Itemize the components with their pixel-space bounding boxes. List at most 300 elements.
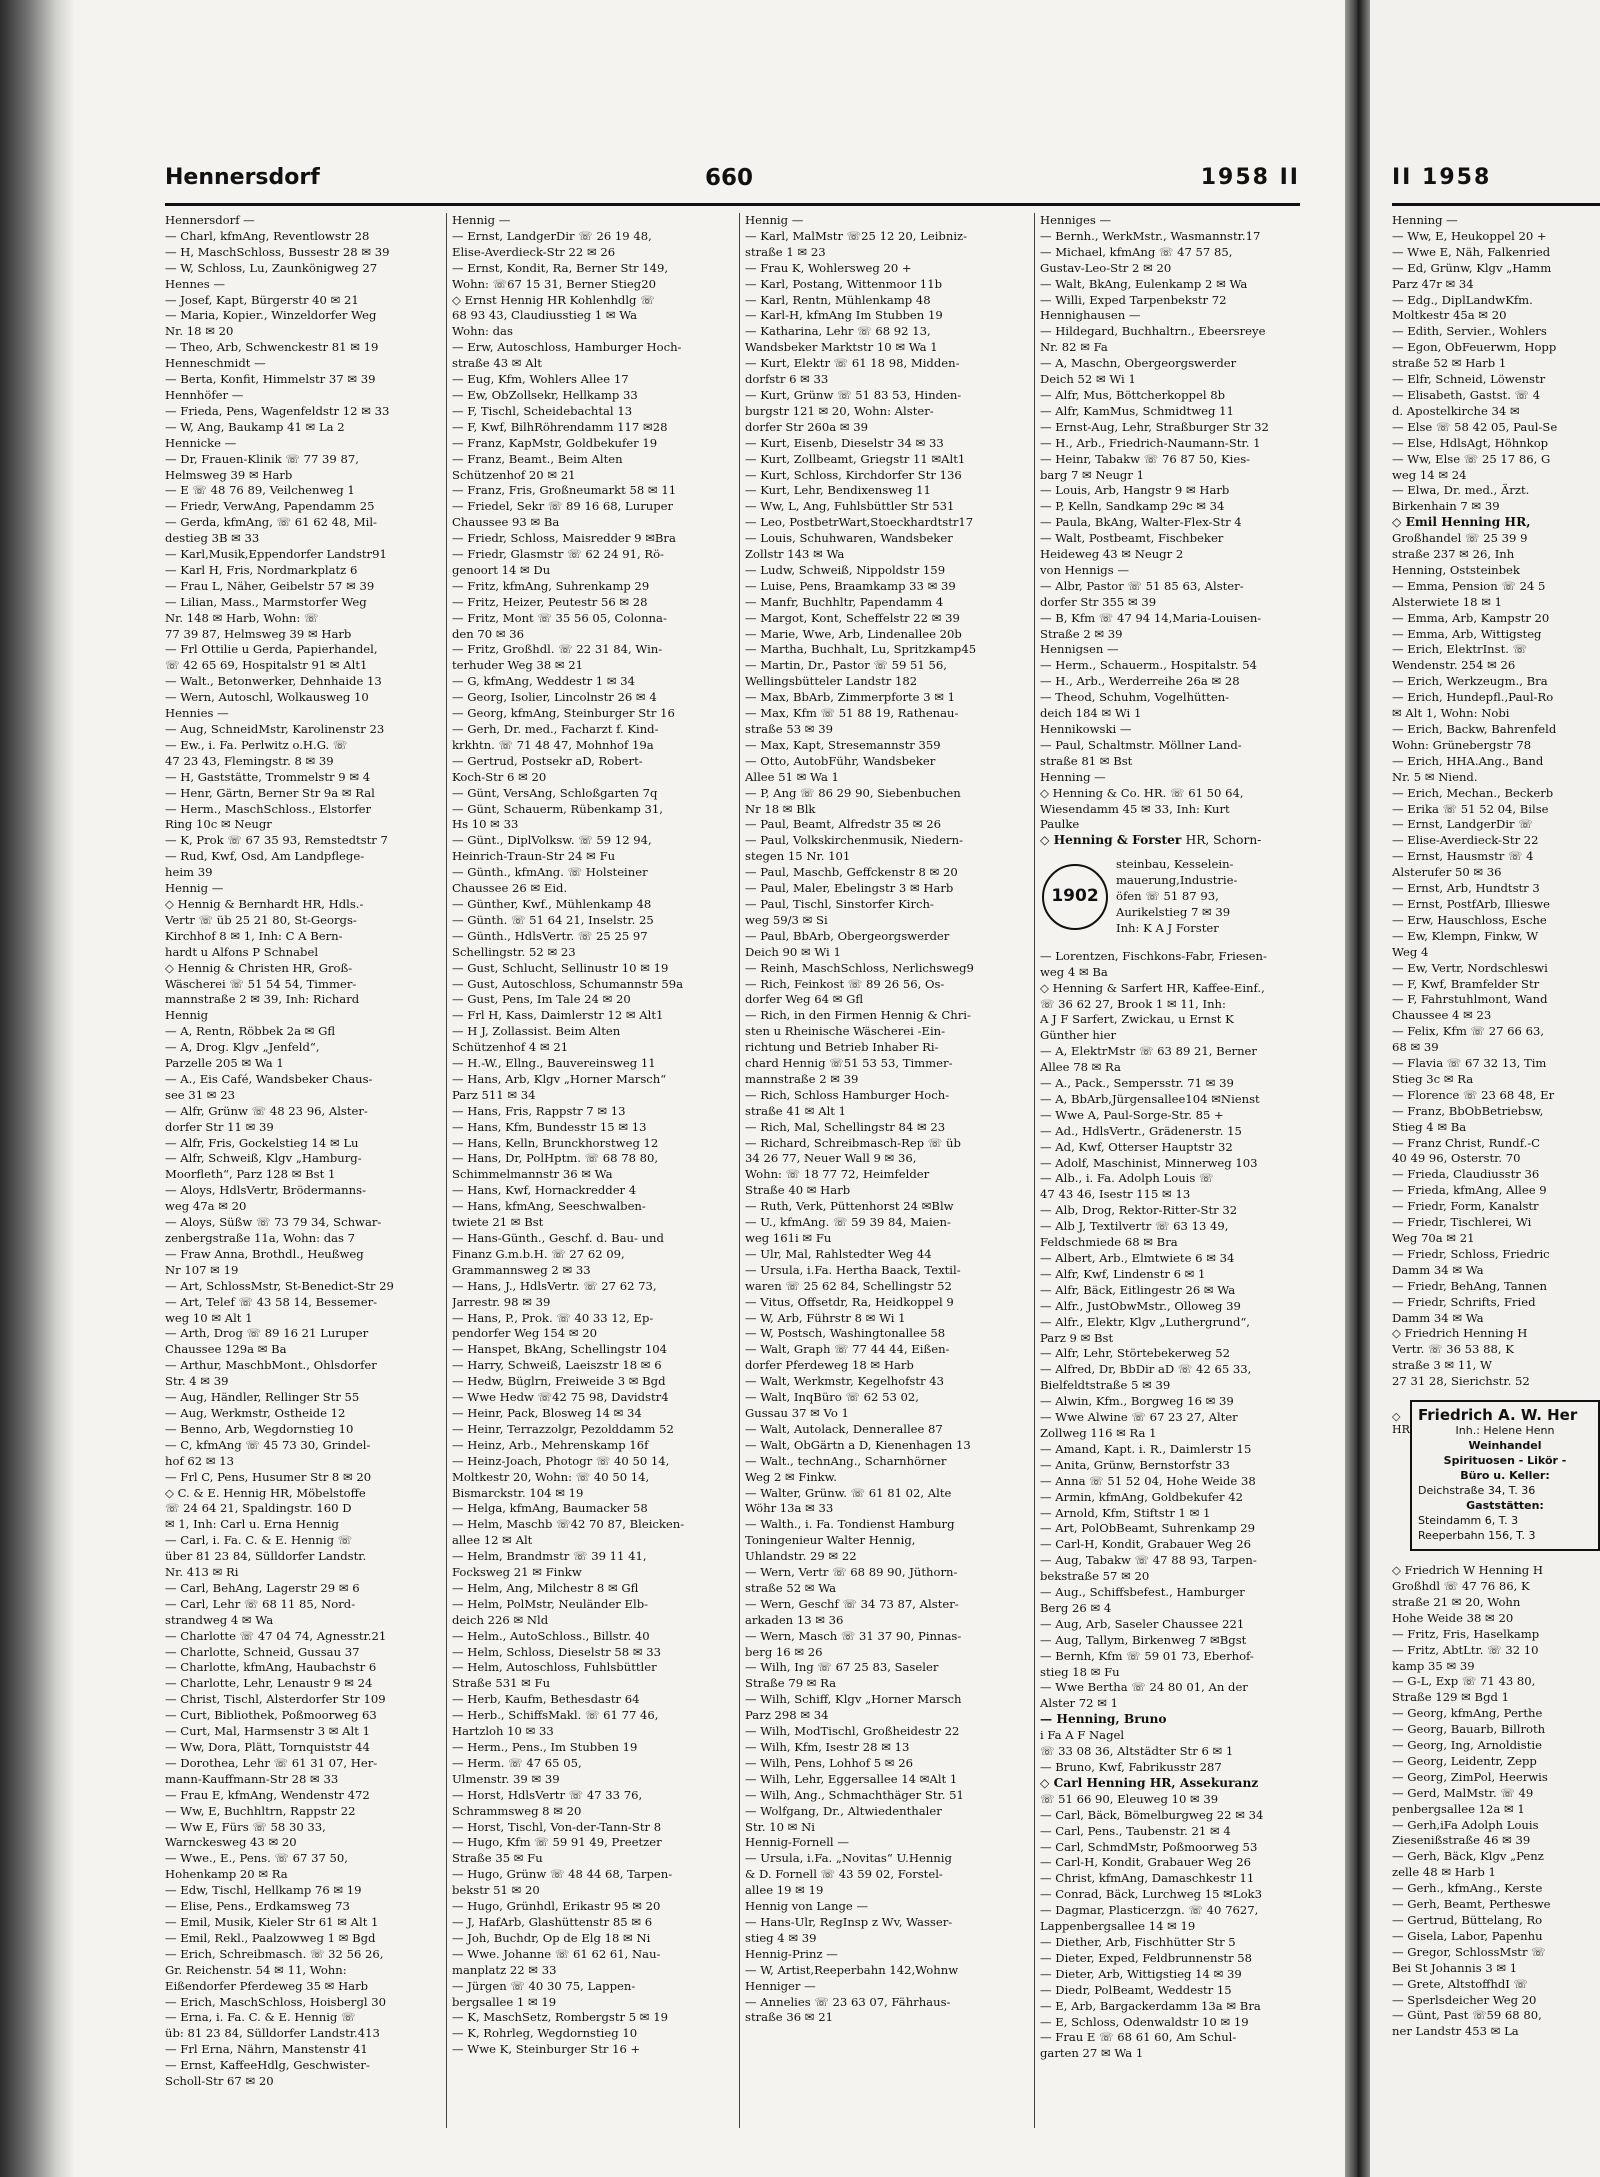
directory-entry: — Frau E, kfmAng, Wendenstr 472 [165,1787,370,1802]
directory-entry: — Aug, SchneidMstr, Karolinenstr 23 [165,722,385,736]
directory-entry: — Flavia ☏ 67 32 13, Tim [1392,1056,1547,1071]
advert-title: Friedrich A. W. Her [1418,1406,1578,1425]
directory-entry: — Erika ☏ 51 52 04, Bilse [1392,801,1549,816]
directory-entry: straße 21 ✉ 20, Wohn [1392,1594,1521,1609]
directory-entry: — Art, PolObBeamt, Suhrenkamp 29 [1040,1521,1256,1536]
directory-entry: Allee 51 ✉ Wa 1 [745,769,839,784]
directory-entry: — Helm., AutoSchloss., Billstr. 40 [452,1628,650,1643]
directory-entry: — Ad., HdlsVertr., Grädenerstr. 15 [1040,1123,1242,1138]
directory-entry: — Friedr, Schrifts, Fried [1392,1294,1536,1309]
directory-entry: — Wilh, Schiff, Klgv „Horner Marsch [745,1692,962,1707]
directory-entry: waren ☏ 25 62 84, Schellingstr 52 [745,1278,952,1293]
advert-line: Weinhandel [1468,1439,1542,1453]
directory-entry: Deich 52 ✉ Wi 1 [1040,372,1136,387]
directory-entry: — Erich, Backw, Bahrenfeld [1392,722,1557,736]
directory-entry: bekstraße 57 ✉ 20 [1040,1569,1150,1584]
directory-entry: straße 36 ✉ 21 [745,2010,833,2025]
directory-entry: — Walt, Autolack, Dennerallee 87 [745,1421,943,1436]
book-gutter [1345,0,1370,2177]
directory-entry: — Ww, Dora, Plätt, Tornquiststr 44 [165,1740,370,1754]
directory-entry: Nr. 18 ✉ 20 [165,324,234,339]
advert-marker: ◇ HR [1392,1410,1410,1437]
directory-entry: — H, Gaststätte, Trommelstr 9 ✉ 4 [165,769,371,784]
directory-entry: — Georg, ZimPol, Heerwis [1392,1769,1548,1784]
surname-heading: Hennighausen — [1040,308,1141,323]
directory-entry: hof 62 ✉ 13 [165,1453,235,1468]
directory-entry: — Amand, Kapt. i. R., Daimlerstr 15 [1040,1441,1252,1456]
directory-entry: — Walt, InqBüro ☏ 62 53 02, [745,1390,919,1405]
directory-entry: Alster 72 ✉ 1 [1040,1696,1118,1711]
directory-entry: — Joh, Buchdr, Op de Elg 18 ✉ Ni [452,1930,651,1945]
directory-entry: — Günt, VersAng, Schloßgarten 7q [452,785,658,800]
directory-entry: Ziesenißstraße 46 ✉ 39 [1392,1833,1531,1848]
directory-entry: — Fritz, Großhdl. ☏ 22 31 84, Win- [452,642,663,657]
directory-entry: — Ew., i. Fa. Perlwitz o.H.G. ☏ [165,737,348,752]
directory-entry: — Kurt, Eisenb, Dieselstr 34 ✉ 33 [745,435,944,450]
directory-entry: ☏ 24 64 21, Spaldingstr. 160 D [165,1501,352,1516]
directory-entry: — Wwe E, Näh, Falkenried [1392,244,1551,259]
directory-entry: dorfer Pferdeweg 18 ✉ Harb [745,1358,914,1373]
directory-entry: — Frau K, Wohlersweg 20 + [745,260,912,275]
directory-entry: — Gerh,iFa Adolph Louis [1392,1817,1539,1832]
directory-column-2 [452,213,733,2128]
directory-entry: straße 53 ✉ 39 [745,722,833,736]
directory-entry: zenbergstraße 11a, Wohn: das 7 [165,1231,356,1245]
directory-entry: — Ww, Else ☏ 25 17 86, G [1392,451,1551,466]
directory-entry: — Vitus, Offsetdr, Ra, Heidkoppel 9 [745,1294,954,1309]
directory-entry: — Ew, ObZollsekr, Hellkamp 33 [452,387,638,402]
directory-entry: mannstraße 2 ✉ 39, Inh: Richard [165,992,360,1007]
column-4-bottom [1040,949,1320,2062]
directory-entry: — Wern, Masch ☏ 31 37 90, Pinnas- [745,1628,962,1643]
directory-entry: — Anna ☏ 51 52 04, Hohe Weide 38 [1040,1473,1256,1488]
directory-entry: — Ww E, Fürs ☏ 58 30 33, [165,1819,326,1834]
directory-entry: Straße 129 ✉ Bgd 1 [1392,1690,1509,1705]
directory-entry: — Hans, Kelln, Brunckhorstweg 12 [452,1135,659,1150]
directory-entry: Wiesendamm 45 ✉ 33, Inh: Kurt [1040,801,1230,816]
directory-entry: — Alfr, Grünw ☏ 48 23 96, Alster- [165,1103,368,1118]
directory-entry: dorfer Weg 64 ✉ Gfl [745,992,864,1007]
directory-entry: burgstr 121 ✉ 20, Wohn: Alster- [745,403,934,418]
column-divider [1034,213,1035,2128]
directory-entry: ☏ 42 65 69, Hospitalstr 91 ✉ Alt1 [165,658,368,673]
directory-entry: — Gertrud, Büttelang, Ro [1392,1913,1543,1927]
directory-entry: — Willi, Exped Tarpenbekstr 72 [1040,292,1227,307]
directory-entry: — Gust, Pens, Im Tale 24 ✉ 20 [452,992,631,1007]
directory-entry: — Harry, Schweiß, Laeiszstr 18 ✉ 6 [452,1358,662,1373]
directory-entry: arkaden 13 ✉ 36 [745,1612,844,1627]
directory-entry: — Else, HdlsAgt, Höhnkop [1392,435,1549,450]
directory-entry: ◇ Friedrich Henning H [1392,1326,1528,1341]
directory-entry: — Curt, Bibliothek, Poßmoorweg 63 [165,1708,377,1723]
directory-entry: — Frl Erna, Nährn, Manstenstr 41 [165,2042,368,2057]
directory-entry: — Max, Kapt, Stresemannstr 359 [745,737,941,752]
directory-entry: Hohe Weide 38 ✉ 20 [1392,1610,1514,1625]
directory-entry: Günther hier [1040,1028,1116,1043]
directory-entry: Gussau 37 ✉ Vo 1 [745,1405,849,1420]
directory-entry: — H.-W., Ellng., Bauvereinsweg 11 [452,1056,656,1071]
directory-entry: chard Hennig ☏51 53 53, Timmer- [745,1056,953,1071]
directory-entry: Wäscherei ☏ 51 54 54, Timmer- [165,976,357,991]
directory-entry: straße 1 ✉ 23 [745,244,826,259]
directory-entry: — Dieter, Exped, Feldbrunnenstr 58 [1040,1950,1253,1965]
directory-entry: straße 41 ✉ Alt 1 [745,1103,846,1118]
directory-entry: — Gust, Autoschloss, Schumannstr 59a [452,976,684,991]
directory-entry: — Helm, Ang, Milchestr 8 ✉ Gfl [452,1580,639,1595]
directory-entry: — Frl C, Pens, Husumer Str 8 ✉ 20 [165,1469,372,1484]
directory-entry: — Aug, Händler, Rellinger Str 55 [165,1390,360,1405]
directory-entry: Chaussee 4 ✉ 23 [1392,1008,1492,1023]
directory-entry: — Edg., DiplLandwKfm. [1392,292,1533,307]
directory-entry: Schrammsweg 8 ✉ 20 [452,1803,582,1818]
directory-entry: — Aug, Tabakw ☏ 47 88 93, Tarpen- [1040,1553,1257,1568]
directory-entry: — Walt, Graph ☏ 77 44 44, Eißen- [745,1342,950,1357]
directory-entry: — Heinr, Tabakw ☏ 76 87 50, Kies- [1040,451,1251,466]
directory-entry: Moorfleth“, Parz 128 ✉ Bst 1 [165,1167,336,1182]
directory-entry: — Richard, Schreibmasch-Rep ☏ üb [745,1135,961,1150]
directory-entry: — Bernh., WerkMstr., Wasmannstr.17 [1040,228,1261,243]
directory-entry: — Herb., SchiffsMakl. ☏ 61 77 46, [452,1708,659,1723]
directory-entry: — Kurt, Schloss, Kirchdorfer Str 136 [745,467,962,482]
directory-entry: — Marie, Wwe, Arb, Lindenallee 20b [745,626,962,641]
surname-heading: Henniges — [1040,213,1112,227]
directory-entry: — Gerd, MalMstr. ☏ 49 [1392,1785,1534,1800]
directory-entry: — Georg, Bauarb, Billroth [1392,1722,1546,1737]
directory-entry: Allee 78 ✉ Ra [1040,1060,1121,1075]
directory-entry: Parz 9 ✉ Bst [1040,1330,1114,1345]
directory-entry: — Eug, Kfm, Wohlers Allee 17 [452,372,629,387]
directory-entry: — Martha, Buchhalt, Lu, Spritzkamp45 [745,642,977,657]
directory-entry: — Alfr, Kwf, Lindenstr 6 ✉ 1 [1040,1266,1206,1281]
directory-entry: — Paul, Maschb, Geffckenstr 8 ✉ 20 [745,865,958,880]
directory-entry: weg 10 ✉ Alt 1 [165,1310,253,1325]
directory-entry: — Wwe Alwine ☏ 67 23 27, Alter [1040,1410,1238,1425]
directory-entry: — Hanspet, BkAng, Schellingstr 104 [452,1342,667,1357]
directory-entry: — Paul, Beamt, Alfredstr 35 ✉ 26 [745,817,941,832]
directory-entry: — Alfr, Mus, Böttcherkoppel 8b [1040,387,1226,402]
directory-entry: Henning, Oststeinbek [1392,562,1520,577]
directory-entry: Gustav-Leo-Str 2 ✉ 20 [1040,260,1172,275]
directory-entry: Paulke [1040,817,1080,832]
directory-entry: — H., Arb., Friedrich-Naumann-Str. 1 [1040,435,1261,450]
directory-entry: — Wwe Bertha ☏ 24 80 01, An der [1040,1680,1248,1695]
directory-entry: — Georg, Isolier, Lincolnstr 26 ✉ 4 [452,690,657,705]
directory-entry: — Heinr, Terrazzolgr, Pezolddamm 52 [452,1421,674,1436]
directory-entry: — Emma, Arb, Kampstr 20 [1392,610,1550,625]
advert-friedrich-wrap [1392,1400,1600,1551]
page-number: 660 [705,165,754,191]
directory-entry: — A, ElektrMstr ☏ 63 89 21, Berner [1040,1044,1257,1059]
right-header-rule [1392,203,1600,206]
directory-entry: über 81 23 84, Sülldorfer Landstr. [165,1549,367,1564]
directory-entry: — Alfr, KamMus, Schmidtweg 11 [1040,403,1234,418]
directory-entry: — Gerh, Dr. med., Facharzt f. Kind- [452,722,659,736]
directory-entry: — Walt., Betonwerker, Dehnhaide 13 [165,674,382,689]
directory-entry: Elise-Averdieck-Str 22 ✉ 26 [452,244,616,259]
directory-entry: — Charlotte, Lehr, Lenaustr 9 ✉ 24 [165,1676,373,1691]
surname-heading: Hennig-Prinz — [745,1946,838,1961]
directory-entry: Damm 34 ✉ Wa [1392,1262,1484,1277]
directory-entry: — Franz Christ, Rundf.-C [1392,1135,1541,1150]
directory-entry: Vertr. ☏ 36 53 88, K [1392,1342,1514,1357]
directory-entry: — Hedw, Büglrn, Freiweide 3 ✉ Bgd [452,1374,666,1389]
directory-entry: & D. Fornell ☏ 43 59 02, Forstel- [745,1867,943,1882]
directory-entry: — Wwe K, Steinburger Str 16 + [452,2042,641,2057]
directory-entry: Ulmenstr. 39 ✉ 39 [452,1771,560,1786]
directory-entry: Wohn: das [452,324,513,339]
directory-entry: — Erich, MaschSchloss, Hoisbergl 30 [165,1994,387,2009]
advert-line: Aurikelstieg 7 ✉ 39 [1116,904,1231,919]
directory-entry: — P, Ang ☏ 86 29 90, Siebenbuchen [745,785,961,800]
directory-entry: — Max, BbArb, Zimmerpforte 3 ✉ 1 [745,690,956,705]
directory-entry: 77 39 87, Helmsweg 39 ✉ Harb [165,626,352,641]
column-4-top [1040,213,1320,833]
directory-entry: ◇ C. & E. Hennig HR, Möbelstoffe [165,1485,366,1500]
directory-entry: dorfer Str 11 ✉ 39 [165,1119,274,1134]
directory-entry: — Herb, Kaufm, Bethesdastr 64 [452,1692,640,1707]
directory-entry: — Emil, Musik, Kieler Str 61 ✉ Alt 1 [165,1914,379,1929]
directory-entry: heim 39 [165,865,213,880]
directory-entry: — Erich, Hundepfl.,Paul-Ro [1392,690,1554,705]
directory-entry: — G-L, Exp ☏ 71 43 80, [1392,1674,1536,1689]
directory-entry: — Erich, Schreibmasch. ☏ 32 56 26, [165,1946,384,1961]
directory-entry: — Friedr, Schloss, Maisredder 9 ✉Bra [452,531,676,546]
directory-entry: Chaussee 129a ✉ Ba [165,1342,287,1357]
directory-entry: — Erich, Werkzeugm., Bra [1392,674,1548,689]
directory-entry: weg 59/3 ✉ Si [745,912,828,927]
directory-entry: barg 7 ✉ Neugr 1 [1040,467,1144,482]
directory-entry: — Katharina, Lehr ☏ 68 92 13, [745,324,931,339]
directory-entry: — Wilh, Ang., Schmachthäger Str. 51 [745,1787,964,1802]
advert-line: Steindamm 6, T. 3 [1418,1514,1519,1528]
surname-heading: Hennig-Fornell — [745,1835,849,1850]
directory-entry: — Margot, Kont, Scheffelstr 22 ✉ 39 [745,610,960,625]
advert-line: Deichstraße 34, T. 36 [1418,1484,1536,1498]
directory-entry: Helmsweg 39 ✉ Harb [165,467,293,482]
directory-entry: — Louis, Schuhwaren, Wandsbeker [745,531,953,546]
directory-entry: — Rud, Kwf, Osd, Am Landpflege- [165,849,365,864]
directory-entry: — Günt., DiplVolksw. ☏ 59 12 94, [452,833,652,848]
directory-entry: — Fritz, Mont ☏ 35 56 05, Colonna- [452,610,667,625]
directory-entry: — Ursula, i.Fa. „Novitas“ U.Hennig [745,1851,952,1866]
directory-entry: — Louis, Arb, Hangstr 9 ✉ Harb [1040,483,1230,498]
directory-entry: — P, Kelln, Sandkamp 29c ✉ 34 [1040,499,1225,514]
directory-entry: — Florence ☏ 23 68 48, Er [1392,1087,1555,1102]
directory-entry: Wöhr 13a ✉ 33 [745,1501,834,1516]
directory-entry: — Friedr, Tischlerei, Wi [1392,1215,1532,1230]
surname-heading: Hennig von Lange — [745,1899,869,1914]
directory-entry: — Aug, Tallym, Birkenweg 7 ✉Bgst [1040,1632,1247,1647]
directory-entry: — F, Kwf, Bramfelder Str [1392,976,1540,991]
directory-entry: Wohn: Grünebergstr 78 [1392,737,1532,752]
directory-entry: — W, Postsch, Washingtonallee 58 [745,1326,946,1341]
directory-entry: Wellingsbütteler Landstr 182 [745,674,918,689]
directory-entry: — Ew, Vertr, Nordschleswi [1392,960,1548,975]
directory-entry: — F, Kwf, BilhRöhrendamm 117 ✉28 [452,419,668,434]
directory-entry: — Annelies ☏ 23 63 07, Fährhaus- [745,1994,951,2009]
directory-entry: — E, Schloss, Odenwaldstr 10 ✉ 19 [1040,2014,1249,2029]
directory-entry: 68 ✉ 39 [1392,1040,1439,1055]
directory-entry: — Alwin, Kfm., Borgweg 16 ✉ 39 [1040,1394,1234,1409]
directory-entry: — Friedr, VerwAng, Papendamm 25 [165,499,375,514]
directory-entry: — Adolf, Maschinist, Minnerweg 103 [1040,1155,1258,1170]
directory-entry: — Grete, AltstoffhdI ☏ [1392,1976,1529,1991]
directory-entry: — Erna, i. Fa. C. & E. Hennig ☏ [165,2010,356,2025]
directory-entry: — Franz, Beamt., Beim Alten [452,451,623,466]
directory-entry: — Manfr, Buchhltr, Papendamm 4 [745,594,944,609]
directory-entry: — Charlotte, Schneid, Gussau 37 [165,1644,360,1659]
directory-entry: — Alfr, Bäck, Eitlingestr 26 ✉ Wa [1040,1282,1236,1297]
directory-entry: — Lorentzen, Fischkons-Fabr, Friesen- [1040,948,1267,963]
directory-entry: — Diether, Arb, Fischhütter Str 5 [1040,1934,1236,1949]
directory-entry: Stieg 4 ✉ Ba [1392,1119,1467,1134]
directory-entry: Stieg 3c ✉ Ra [1392,1071,1474,1086]
directory-entry: — Ww, E, Heukoppel 20 + [1392,228,1547,243]
directory-entry: strandweg 4 ✉ Wa [165,1612,274,1627]
directory-entry: ☏ 51 66 90, Eleuweg 10 ✉ 39 [1040,1791,1219,1806]
directory-entry: — Hans, kfmAng, Seeschwalben- [452,1199,646,1214]
directory-entry: — Henr, Gärtn, Berner Str 9a ✉ Ral [165,785,375,800]
directory-entry: — Carl, Lehr ☏ 68 11 85, Nord- [165,1596,356,1611]
directory-entry: — W, Artist,Reeperbahn 142,Wohnw [745,1962,959,1977]
directory-entry: Heideweg 43 ✉ Neugr 2 [1040,547,1184,562]
directory-entry: — Rich, in den Firmen Hennig & Chri- [745,1008,971,1023]
directory-entry: bekstr 51 ✉ 20 [452,1883,540,1898]
directory-entry: — Herm., Schauerm., Hospitalstr. 54 [1040,658,1258,673]
directory-entry: — Georg, kfmAng, Steinburger Str 16 [452,706,675,721]
directory-entry: — Art, SchlossMstr, St-Benedict-Str 29 [165,1278,394,1293]
directory-entry: — Friedr, Form, Kanalstr [1392,1199,1539,1214]
advert-line: Büro u. Keller: [1460,1469,1550,1483]
directory-entry: — Ulr, Mal, Rahlstedter Weg 44 [745,1246,932,1261]
directory-entry: — Jürgen ☏ 40 30 75, Lappen- [452,1978,636,1993]
directory-entry: — Paul, Volkskirchenmusik, Niedern- [745,833,963,848]
right-column-top [1392,213,1600,1390]
directory-entry: ◇ Hennig & Christen HR, Groß- [165,960,353,975]
directory-entry: — Arth, Drog ☏ 89 16 21 Luruper [165,1326,369,1341]
directory-entry: — Gregor, SchlossMstr ☏ [1392,1944,1546,1959]
advert-line: steinbau, Kesselein- [1116,857,1234,872]
directory-entry: — Günt, Schauerm, Rübenkamp 31, [452,801,663,816]
directory-entry: — Ww, L, Ang, Fuhlsbüttler Str 531 [745,499,955,514]
directory-entry: d. Apostelkirche 34 ✉ [1392,403,1520,418]
directory-entry: — Edw, Tischl, Hellkamp 76 ✉ 19 [165,1883,362,1898]
directory-entry: — C, kfmAng ☏ 45 73 30, Grindel- [165,1437,371,1452]
directory-entry: — Paul, BbArb, Obergeorgswerder [745,928,950,943]
directory-entry: — Walt, BkAng, Eulenkamp 2 ✉ Wa [1040,276,1248,291]
directory-entry: — Carl, BehAng, Lagerstr 29 ✉ 6 [165,1580,360,1595]
directory-entry: weg 14 ✉ 24 [1392,467,1467,482]
directory-entry: — Gisela, Labor, Papenhu [1392,1928,1543,1943]
directory-entry: kamp 35 ✉ 39 [1392,1658,1475,1673]
directory-entry: Damm 34 ✉ Wa [1392,1310,1484,1325]
directory-entry: Parzelle 205 ✉ Wa 1 [165,1056,284,1071]
directory-entry: Bielfeldtstraße 5 ✉ 39 [1040,1378,1171,1393]
directory-entry: allee 12 ✉ Alt [452,1533,533,1548]
directory-entry: — Aug., Schiffsbefest., Hamburger [1040,1585,1245,1600]
directory-entry: — Kurt, Zollbeamt, Griegstr 11 ✉Alt1 [745,451,966,466]
directory-entry: — Ernst, Arb, Hundtstr 3 [1392,881,1540,896]
directory-entry: — U., kfmAng. ☏ 59 39 84, Maien- [745,1215,951,1230]
directory-entry: Schimmelmannstr 36 ✉ Wa [452,1167,613,1182]
directory-entry: — Alb, Drog, Rektor-Ritter-Str 32 [1040,1203,1238,1218]
directory-entry: Ring 10c ✉ Neugr [165,817,272,832]
directory-entry: berg 16 ✉ 26 [745,1644,823,1659]
directory-entry: — Elise, Pens., Erdkamsweg 73 [165,1899,350,1914]
directory-entry: — K, Rohrleg, Wegdornstieg 10 [452,2026,638,2041]
running-head-place: Hennersdorf [165,165,320,190]
directory-column-1 [165,213,440,2128]
directory-entry: — G, kfmAng, Weddestr 1 ✉ 34 [452,674,636,689]
directory-entry: — Ernst, PostfArb, Illieswe [1392,896,1550,911]
directory-entry: 40 49 96, Osterstr. 70 [1392,1151,1521,1166]
advert-line: Reeperbahn 156, T. 3 [1418,1529,1536,1543]
directory-entry: Parz 298 ✉ 34 [745,1708,829,1723]
directory-entry: — Günth., HdlsVertr. ☏ 25 25 97 [452,928,648,943]
directory-entry: — Wilh, Ing ☏ 67 25 83, Saseler [745,1660,939,1675]
directory-entry: — Helm, PolMstr, Neuländer Elb- [452,1596,649,1611]
directory-entry: straße 237 ✉ 26, Inh [1392,547,1515,562]
directory-entry: — Paul, Maler, Ebelingstr 3 ✉ Harb [745,881,954,896]
directory-entry: Moltkestr 20, Wohn: ☏ 40 50 14, [452,1469,650,1484]
directory-entry: — Georg, Ing, Arnoldistie [1392,1738,1542,1753]
surname-heading: Hennikowski — [1040,722,1132,736]
directory-entry: — Herm., Pens., Im Stubben 19 [452,1740,638,1754]
directory-column-3 [745,213,1028,2128]
running-head-year: 1958 II [1200,165,1300,190]
directory-entry: Eißendorfer Pferdeweg 35 ✉ Harb [165,1978,369,1993]
advert-forster-heading: ◇ Henning & Forster HR, Schorn- [1040,833,1262,848]
directory-entry: ☏ 36 62 27, Brook 1 ✉ 11, Inh: [1040,996,1226,1011]
directory-entry: — Wwe. Johanne ☏ 61 62 61, Nau- [452,1946,661,1961]
directory-entry: — Egon, ObFeuerwm, Hopp [1392,340,1557,355]
directory-entry: — Alfred, Dr, BbDir aD ☏ 42 65 33, [1040,1362,1252,1377]
directory-entry: — Hans, Fris, Rappstr 7 ✉ 13 [452,1103,626,1118]
advert-line: Inh: K A J Forster [1116,920,1219,935]
directory-entry: Hohenkamp 20 ✉ Ra [165,1867,288,1882]
directory-entry: üb: 81 23 84, Sülldorfer Landstr.413 [165,2026,380,2041]
directory-entry: — Theod, Schuhm, Vogelhütten- [1040,690,1230,705]
directory-entry: Vertr ☏ üb 25 21 80, St-Georgs- [165,912,357,927]
directory-entry: ◇ Friedrich W Henning H [1392,1563,1543,1578]
directory-entry: ◇ Hennig & Bernhardt HR, Hdls.- [165,896,364,911]
directory-entry: — Reinh, MaschSchloss, Nerlichsweg9 [745,960,974,975]
directory-entry: — Herm., MaschSchloss., Elstorfer [165,801,372,816]
directory-entry: — Josef, Kapt, Bürgerstr 40 ✉ 21 [165,292,359,307]
directory-entry: deich 184 ✉ Wi 1 [1040,706,1142,721]
directory-entry: Nr. 148 ✉ Harb, Wohn: ☏ [165,610,319,625]
directory-entry: — Else ☏ 58 42 05, Paul-Se [1392,419,1558,434]
directory-entry: — Carl, Pens., Taubenstr. 21 ✉ 4 [1040,1823,1231,1838]
directory-entry: — Alb., i. Fa. Adolph Louis ☏ [1040,1171,1214,1186]
directory-entry: Straße 2 ✉ 39 [1040,626,1123,641]
directory-entry: ◇ Ernst Hennig HR Kohlenhdlg ☏ [452,292,655,307]
directory-entry: den 70 ✉ 36 [452,626,525,641]
directory-entry: Heinrich-Traun-Str 24 ✉ Fu [452,849,616,864]
directory-entry: 47 43 46, Isestr 115 ✉ 13 [1040,1187,1191,1202]
directory-entry: weg 4 ✉ Ba [1040,964,1108,979]
directory-entry: — Helm, Maschb ☏42 70 87, Bleicken- [452,1517,685,1532]
directory-entry: Deich 90 ✉ Wi 1 [745,944,841,959]
directory-entry: — Hans, Kwf, Hornackredder 4 [452,1183,637,1198]
directory-entry: — Friedel, Sekr ☏ 89 16 68, Luruper [452,499,674,514]
directory-entry: — Dr, Frauen-Klinik ☏ 77 39 87, [165,451,359,466]
directory-entry: Nr. 5 ✉ Niend. [1392,769,1478,784]
surname-heading: Henneschmidt — [165,356,266,371]
directory-entry: — Wilh, Pens, Lohhof 5 ✉ 26 [745,1755,913,1770]
directory-entry: Finanz G.m.b.H. ☏ 27 62 09, [452,1246,625,1261]
directory-entry: Parz 511 ✉ 34 [452,1087,536,1102]
